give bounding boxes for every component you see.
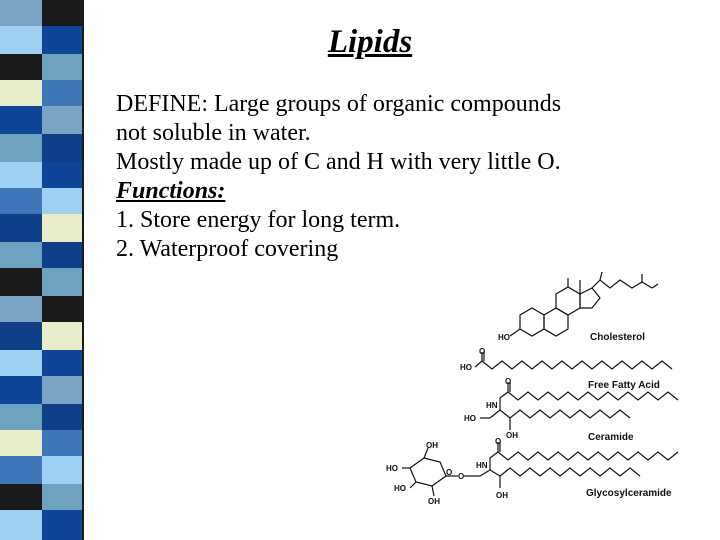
glyco-amine-label: HN — [476, 461, 488, 470]
stripe-cell — [42, 404, 82, 430]
slide-body — [116, 90, 706, 264]
stripe-cell — [42, 80, 82, 106]
glycosylceramide-label: Glycosylceramide — [586, 488, 672, 499]
stripe-cell — [0, 430, 42, 456]
function-item-1: 1. Store energy for long term. — [116, 207, 401, 233]
lipid-structures-figure — [380, 270, 720, 510]
stripe-cell — [0, 376, 42, 404]
stripe-cell — [42, 484, 82, 510]
fatty-acid-label: Free Fatty Acid — [588, 380, 660, 391]
ceramide-label: Ceramide — [588, 432, 634, 443]
stripe-cell — [42, 430, 82, 456]
stripe-cell — [0, 404, 42, 430]
stripe-cell — [0, 268, 42, 296]
slide-title: Lipids — [327, 24, 413, 60]
stripe-cell — [42, 162, 82, 188]
stripe-cell — [0, 484, 42, 510]
glyco-hydroxyl-2-label: HO — [394, 484, 406, 493]
stripe-cell — [0, 322, 42, 350]
glyco-carbonyl-o-label: O — [495, 437, 502, 446]
stripe-cell — [0, 162, 42, 188]
lipid-structures-svg — [380, 270, 720, 510]
stripe-cell — [0, 242, 42, 268]
stripe-cell — [42, 456, 82, 484]
stripe-cell — [0, 106, 42, 134]
functions-heading: Functions: — [116, 178, 226, 204]
stripe-cell — [42, 188, 82, 214]
definition-line-1: DEFINE: Large groups of organic compounds — [116, 91, 562, 117]
glyco-oh-bottom-label: OH — [428, 497, 440, 506]
ceramide-oh-label: OH — [506, 431, 518, 440]
glyco-ring-o-label: O — [446, 468, 453, 477]
glyco-oh-label: OH — [496, 491, 508, 500]
stripe-cell — [42, 268, 82, 296]
fatty-acid-carbonyl-o-label: O — [479, 347, 486, 356]
stripe-cell — [42, 296, 82, 322]
stripe-cell — [42, 510, 82, 540]
glyco-oh-top-label: OH — [426, 441, 438, 450]
stripe-cell — [0, 510, 42, 540]
stripe-border — [82, 0, 84, 540]
stripe-cell — [42, 134, 82, 162]
stripe-cell — [0, 188, 42, 214]
glyco-linking-o-label: O — [458, 472, 465, 481]
stripe-cell — [42, 376, 82, 404]
stripe-cell — [0, 296, 42, 322]
fatty-acid-structure — [475, 352, 672, 369]
ceramide-amine-label: HN — [486, 401, 498, 410]
function-item-2: 2. Waterproof covering — [116, 236, 339, 262]
glyco-hydroxyl-1-label: HO — [386, 464, 398, 473]
stripe-cell — [0, 456, 42, 484]
stripe-cell — [42, 106, 82, 134]
ceramide-carbonyl-o-label: O — [505, 377, 512, 386]
stripe-cell — [0, 80, 42, 106]
stripe-cell — [42, 214, 82, 242]
ceramide-hydroxyl-label: HO — [464, 414, 476, 423]
definition-line-2: not soluble in water. — [116, 120, 311, 146]
cholesterol-structure — [510, 272, 658, 336]
fatty-acid-hydroxyl-label: HO — [460, 363, 472, 372]
stripe-cell — [42, 350, 82, 376]
stripe-cell — [0, 134, 42, 162]
composition-line: Mostly made up of C and H with very little O. — [116, 149, 561, 175]
cholesterol-label: Cholesterol — [590, 332, 646, 343]
decorative-stripe — [0, 0, 82, 540]
stripe-cell — [0, 214, 42, 242]
stripe-cell — [42, 322, 82, 350]
stripe-cell — [42, 242, 82, 268]
cholesterol-hydroxyl-label: HO — [498, 333, 510, 342]
stripe-cell — [0, 350, 42, 376]
